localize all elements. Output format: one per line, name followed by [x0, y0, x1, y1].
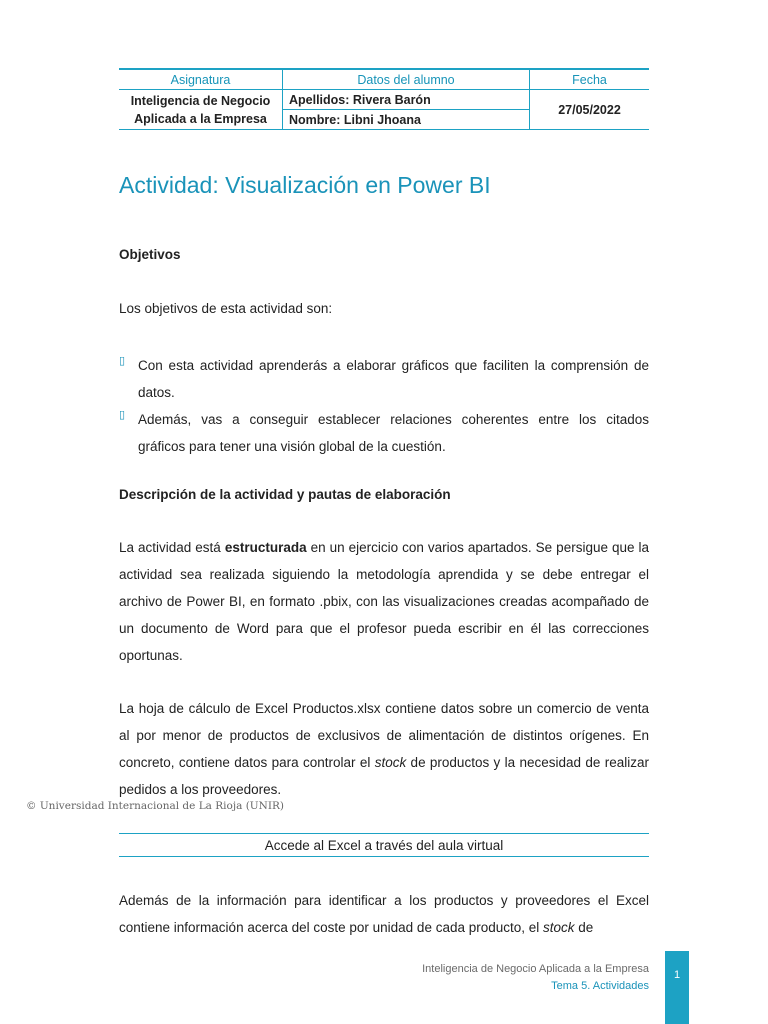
bullet-icon: ▯	[119, 409, 126, 421]
para2-text: La hoja de cálculo de Excel Productos.xlsx contiene datos sobre un comercio de venta al por menor de productos de exclusivos de alimentación de distintos orígenes. En concreto, contiene datos para controlar el	[119, 701, 649, 770]
excel-access-box: Accede al Excel a través del aula virtual	[119, 833, 649, 857]
header-fecha: Fecha	[530, 69, 650, 90]
header-table	[119, 68, 649, 130]
nombre-cell: Nombre: Libni Jhoana	[283, 110, 530, 130]
para1-bold: estructurada	[224, 540, 307, 555]
footer-topic: Tema 5. Actividades	[551, 980, 649, 992]
paragraph-info	[119, 887, 649, 941]
para3-text: Además de la información para identificar a los productos y proveedores el Excel contiene información acerca del coste por unidad de cada producto, el	[119, 893, 649, 935]
footer-course: Inteligencia de Negocio Aplicada a la Empresa	[422, 963, 649, 975]
apellidos-cell: Apellidos: Rivera Barón	[283, 90, 530, 110]
page-number: 1	[665, 951, 689, 1024]
para1-text: La actividad está	[119, 540, 225, 555]
para3-italic: stock	[543, 920, 575, 935]
para1-text: en un ejercicio con varios apartados. Se persigue que la actividad sea realizada siguiendo la metodología aprendida y se debe entregar el archivo de Power BI, en formato .pbix, con las visualizaciones creadas acompañado de un documento de Word para que el profesor pueda escribir en él las correcciones oportunas.	[119, 540, 649, 663]
para3-text: de	[574, 920, 594, 935]
bullet-2-line1: Además, vas a conseguir establecer relaciones coherentes entre los citados	[138, 412, 649, 427]
copyright: © Universidad Internacional de La Rioja (UNIR)	[26, 800, 284, 812]
objetivos-heading: Objetivos	[119, 247, 181, 262]
bullet-1-line1: Con esta actividad aprenderás a elaborar gráficos que faciliten la comprensión de	[138, 358, 649, 373]
bullet-1-line2: datos.	[138, 385, 175, 400]
asignatura-line2: Aplicada a la Empresa	[134, 111, 267, 126]
paragraph-actividad	[119, 534, 649, 669]
page-title: Actividad: Visualización en Power BI	[119, 172, 491, 198]
asignatura-line1: Inteligencia de Negocio	[130, 93, 271, 108]
bullet-2-line2: gráficos para tener una visión global de la cuestión.	[138, 439, 446, 454]
bullet-item-2	[138, 406, 649, 460]
bullet-item-1	[138, 352, 649, 406]
header-asignatura: Asignatura	[119, 69, 283, 90]
descripcion-heading: Descripción de la actividad y pautas de elaboración	[119, 487, 451, 502]
asignatura-cell	[119, 90, 283, 130]
paragraph-excel	[119, 695, 649, 803]
bullet-icon: ▯	[119, 355, 126, 367]
header-datos-alumno: Datos del alumno	[283, 69, 530, 90]
objetivos-intro: Los objetivos de esta actividad son:	[119, 301, 333, 316]
fecha-cell: 27/05/2022	[530, 90, 650, 130]
para2-italic: stock	[374, 755, 407, 770]
para2-text: de productos y la necesidad de realizar pedidos a los proveedores.	[119, 755, 649, 797]
